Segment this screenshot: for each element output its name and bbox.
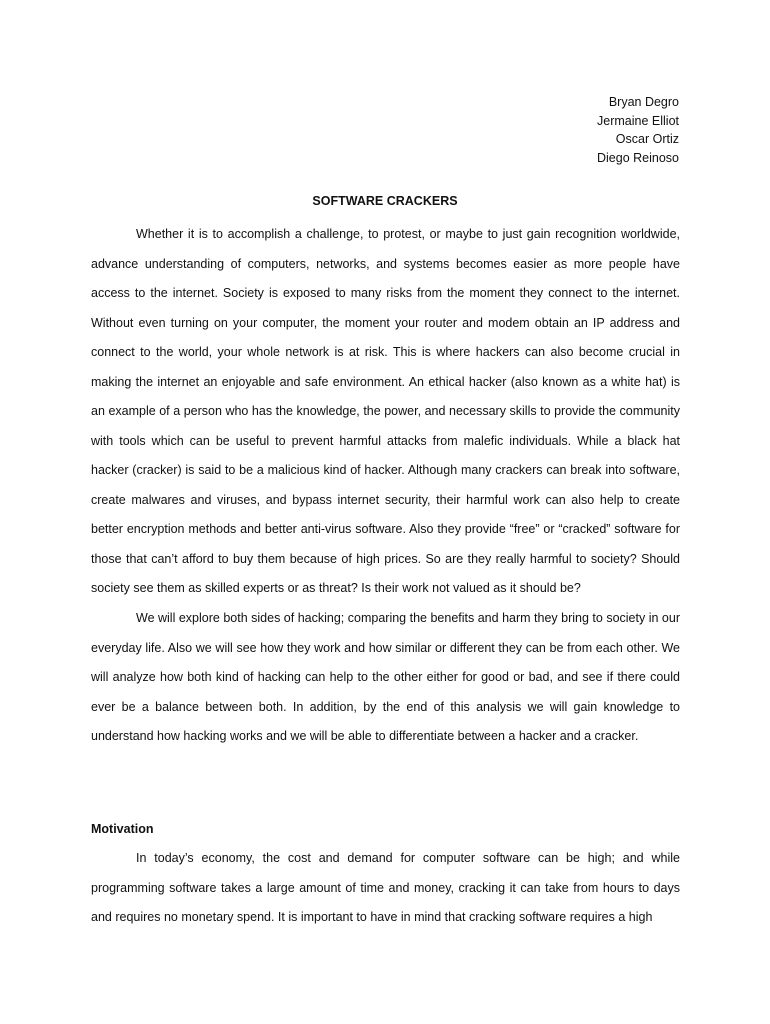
author-name: Diego Reinoso: [597, 150, 679, 165]
intro-paragraph-1: Whether it is to accomplish a challenge, to protest, or maybe to just gain recognition worldwide, advance understanding of computers, networks, and systems becomes easier as more people have access to the internet. Society is exposed to many risks from the moment they connect to the internet. Without even turning on your computer, the moment your router and modem obtain an IP address and connect to the world, your whole network is at risk. This is where hackers can also become crucial in making the internet an enjoyable and safe environment. An ethical hacker (also known as a white hat) is an example of a person who has the knowledge, the power, and necessary skills to provide the community with tools which can be useful to prevent harmful attacks from malefic individuals. While a black hat hacker (cracker) is said to be a malicious kind of hacker. Although many crackers can break into software, create malwares and viruses, and bypass internet security, their harmful work can also help to create better encryption methods and better anti-virus software. Also they provide “free” or “cracked” software for those that can’t afford to buy them because of high prices. So are they really harmful to society? Should society see them as skilled experts or as threat? Is their work not valued as it should be?: [91, 227, 680, 595]
author-name: Bryan Degro: [608, 95, 679, 109]
author-name: Oscar Ortiz: [615, 132, 679, 146]
intro-paragraph-2: We will explore both sides of hacking; comparing the benefits and harm they bring to society in our everyday life. Also we will see how they work and how similar or different they can be from each other. We will analyze how both kind of hacking can help to the other either for good or bad, and see if there could ever be a balance between both. In addition, by the end of this analysis we will gain knowledge to understand how hacking works and we will be able to differentiate between a hacker and a cracker.: [91, 611, 680, 743]
author-list: [597, 93, 679, 167]
document-title: SOFTWARE CRACKERS: [312, 194, 458, 208]
motivation-paragraph-1: In today’s economy, the cost and demand for computer software can be high; and while programming software takes a large amount of time and money, cracking it can take from hours to days and requires no monetary spend. It is important to have in mind that cracking software requires a high: [91, 851, 680, 924]
section-heading-motivation: Motivation: [91, 822, 154, 836]
author-name: Jermaine Elliot: [597, 113, 679, 128]
